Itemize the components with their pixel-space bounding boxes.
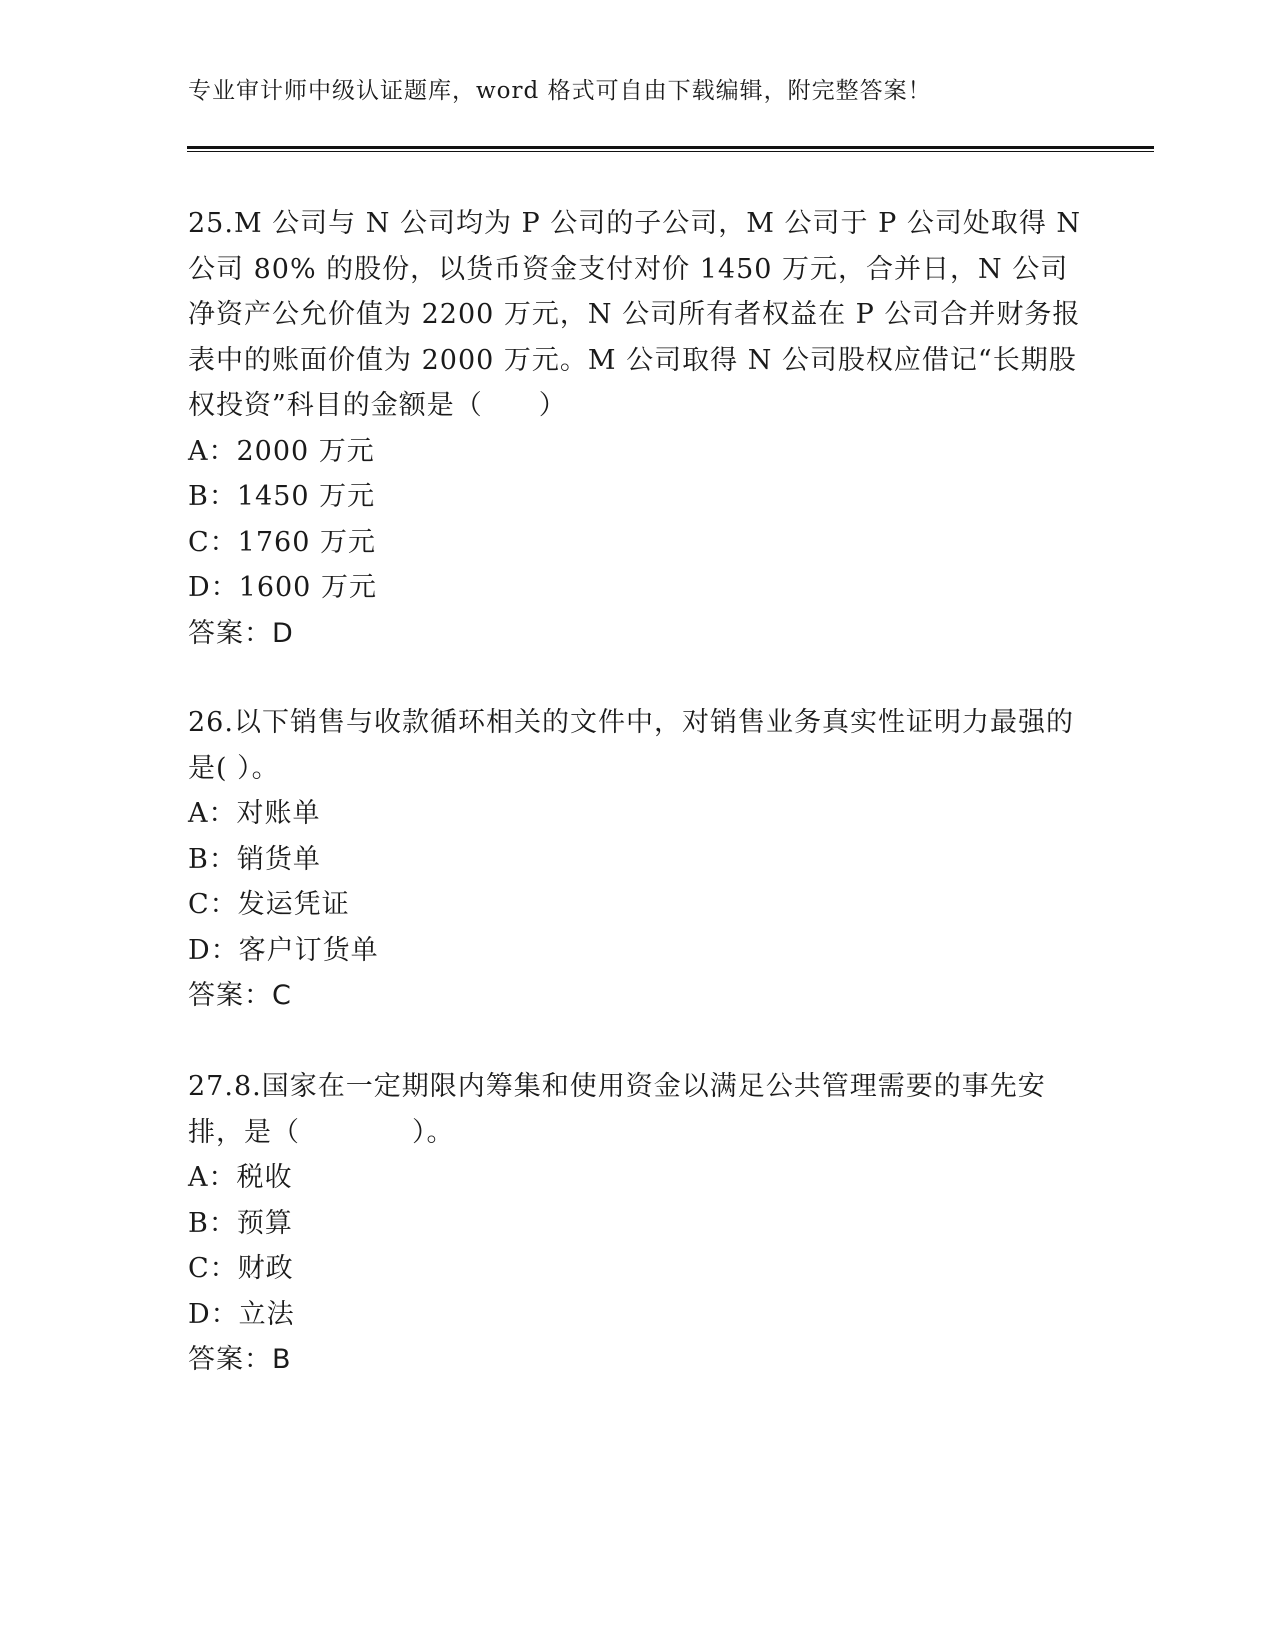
header-divider-thin — [187, 151, 1154, 152]
option-b: B：1450 万元 — [188, 481, 376, 512]
option-d: D：立法 — [188, 1298, 295, 1330]
question-27 — [188, 1064, 1088, 1383]
option-a: A：税收 — [188, 1162, 293, 1193]
option-c: C：发运凭证 — [188, 889, 350, 920]
option-a: A：2000 万元 — [188, 435, 375, 467]
question-stem: 25.M 公司与 N 公司均为 P 公司的子公司，M 公司于 P 公司处取得 N 公司 80% 的股份，以货币资金支付对价 1450 万元，合并日，N 公司净资产公允价值为 2200 万元，N 公司所有者权益在 P 公司合并财务报表中的账面价值为 2000 万元。M 公司取得 N 公司股权应借记“长期股权投资”科目的金额是（ ） — [188, 208, 1082, 421]
question-25 — [188, 201, 1088, 656]
option-c: C：1760 万元 — [188, 526, 376, 558]
question-stem: 27.8.国家在一定期限内筹集和使用资金以满足公共管理需要的事先安排，是（ ）。 — [188, 1071, 1046, 1148]
page-header: 专业审计师中级认证题库，word 格式可自由下载编辑，附完整答案！ — [188, 78, 932, 104]
option-d: D：客户订货单 — [188, 934, 379, 966]
option-b: B：销货单 — [188, 843, 321, 875]
answer: 答案：C — [188, 980, 292, 1011]
option-c: C：财政 — [188, 1253, 294, 1284]
header-divider — [187, 146, 1154, 152]
option-d: D：1600 万元 — [188, 572, 377, 603]
answer: 答案：B — [188, 1344, 292, 1375]
option-a: A：对账单 — [188, 798, 321, 829]
header-divider-thick — [187, 146, 1154, 149]
answer: 答案：D — [188, 617, 294, 649]
option-b: B：预算 — [188, 1207, 293, 1239]
question-stem: 26.以下销售与收款循环相关的文件中，对销售业务真实性证明力最强的是( ）。 — [188, 707, 1074, 784]
question-26 — [188, 700, 1088, 1019]
